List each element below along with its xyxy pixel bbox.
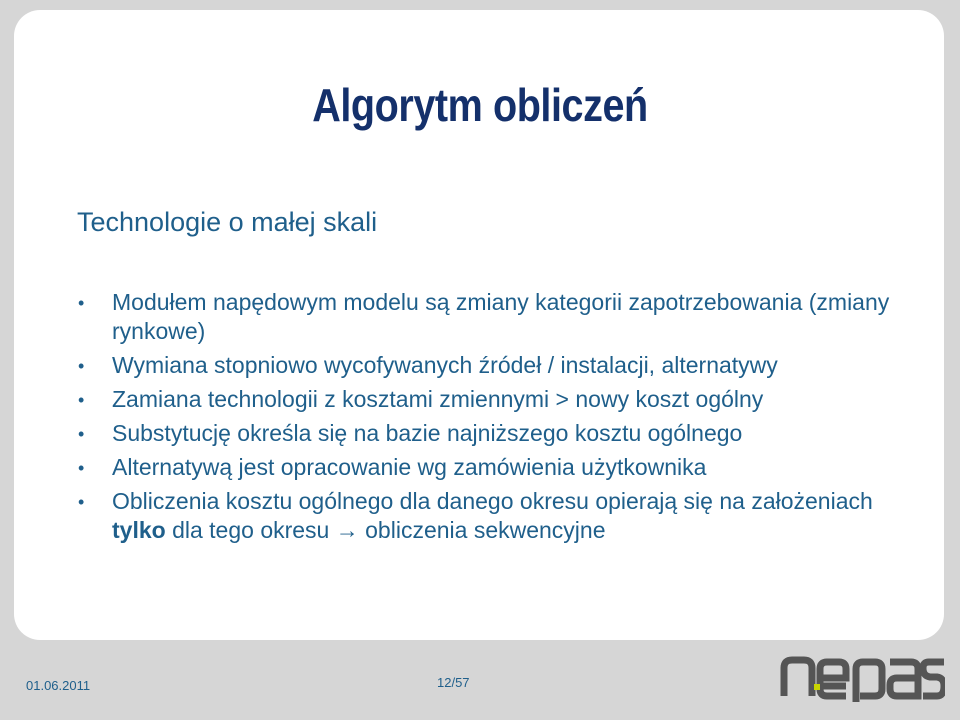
bullet-text: Modułem napędowym modelu są zmiany kategorii zapotrzebowania (zmiany rynkowe) <box>112 289 890 344</box>
bullet-list <box>78 288 908 550</box>
arrow-right-icon: → <box>335 517 359 543</box>
footer-date: 01.06.2011 <box>26 678 91 693</box>
bullet-text-pre: Obliczenia kosztu ogólnego dla danego okresu opierają się na założeniach <box>112 488 873 514</box>
bullet-icon: • <box>78 293 85 313</box>
bullet-icon: • <box>78 356 85 376</box>
bullet-icon: • <box>78 458 85 478</box>
bullet-text: Zamiana technologii z kosztami zmiennymi > nowy koszt ogólny <box>112 386 764 412</box>
list-item <box>78 385 908 414</box>
list-item <box>78 288 908 346</box>
slide-subtitle: Technologie o małej skali <box>77 207 378 237</box>
slide-title: Algorytm obliczeń <box>312 79 648 131</box>
list-item <box>78 487 908 545</box>
footer-page-number: 12/57 <box>437 675 470 690</box>
bullet-text-post: obliczenia sekwencyjne <box>358 517 606 543</box>
bullet-text: Alternatywą jest opracowanie wg zamówienia użytkownika <box>112 454 707 480</box>
nepas-logo <box>780 652 945 707</box>
list-item <box>78 419 908 448</box>
list-item <box>78 351 908 380</box>
bullet-icon: • <box>78 492 85 512</box>
bullet-icon: • <box>78 390 85 410</box>
bullet-text-bold: tylko <box>112 517 166 543</box>
bullet-text: Substytucję określa się na bazie najniższego kosztu ogólnego <box>112 420 743 446</box>
bullet-text-mid: dla tego okresu <box>165 517 336 543</box>
bullet-text: Wymiana stopniowo wycofywanych źródeł / instalacji, alternatywy <box>112 352 778 378</box>
list-item <box>78 453 908 482</box>
bullet-icon: • <box>78 424 85 444</box>
nepas-logo-icon <box>780 652 945 702</box>
